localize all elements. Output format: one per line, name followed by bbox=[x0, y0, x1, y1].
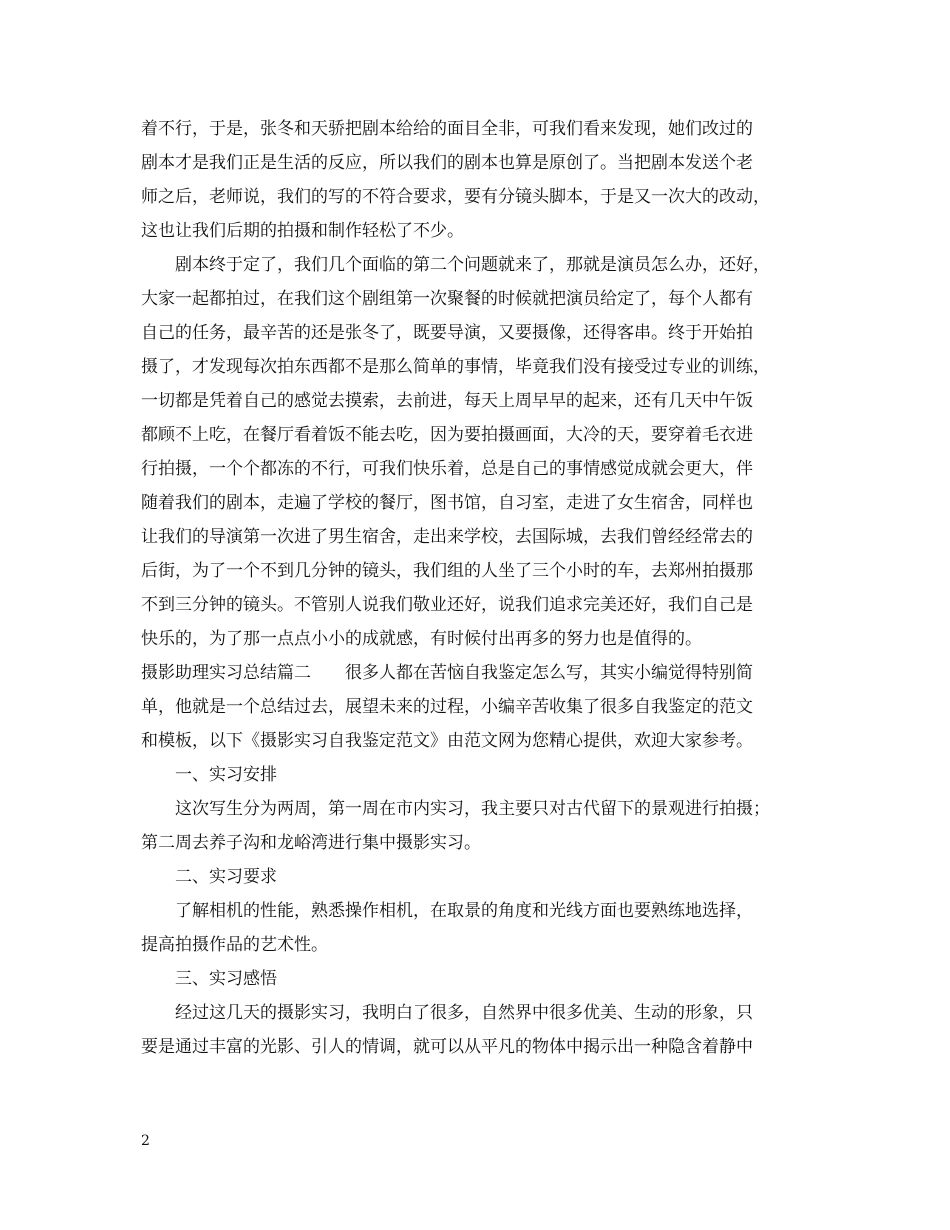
text-line-7: 自己的任务，最辛苦的还是张冬了，既要导演，又要摄像，还得客串。终于开始拍 bbox=[141, 323, 753, 343]
text-line-5: 剧本终于定了，我们几个面临的第二个问题就来了，那就是演员怎么办，还好， bbox=[175, 255, 770, 275]
document-body bbox=[141, 112, 813, 1064]
heading-practice-arrangement: 一、实习安排 bbox=[175, 765, 277, 785]
heading-practice-reflections: 三、实习感悟 bbox=[175, 969, 277, 989]
text-line-27: 经过这几天的摄影实习，我明白了很多，自然界中很多优美、生动的形象，只 bbox=[175, 1003, 753, 1023]
text-line-14: 后街，为了一个不到几分钟的镜头，我们组的人坐了三个小时的车，去郑州拍摄那 bbox=[141, 561, 753, 581]
text-line-16: 快乐的，为了那一点点小小的成就感，有时候付出再多的努力也是值得的。 bbox=[141, 629, 702, 649]
text-line-10: 都顾不上吃，在餐厅看着饭不能去吃，因为要拍摄画面，大冷的天，要穿着毛衣进 bbox=[141, 425, 753, 445]
text-line-12: 随着我们的剧本，走遍了学校的餐厅，图书馆，自习室，走进了女生宿舍，同样也 bbox=[141, 493, 753, 513]
text-line-15: 不到三分钟的镜头。不管别人说我们敬业还好，说我们追求完美还好，我们自己是 bbox=[141, 595, 753, 615]
text-line-19: 和模板，以下《摄影实习自我鉴定范文》由范文网为您精心提供，欢迎大家参考。 bbox=[141, 731, 753, 751]
text-line-6: 大家一起都拍过，在我们这个剧组第一次聚餐的时候就把演员给定了，每个人都有 bbox=[141, 289, 753, 309]
text-line-21: 这次写生分为两周，第一周在市内实习，我主要只对古代留下的景观进行拍摄； bbox=[175, 799, 770, 819]
text-line-24: 了解相机的性能，熟悉操作相机，在取景的角度和光线方面也要熟练地选择， bbox=[175, 901, 753, 921]
section-title-line: 摄影助理实习总结篇二 很多人都在苦恼自我鉴定怎么写，其实小编觉得特别简 bbox=[141, 663, 753, 683]
text-line-4: 这也让我们后期的拍摄和制作轻松了不少。 bbox=[141, 221, 464, 241]
text-line-11: 行拍摄，一个个都冻的不行，可我们快乐着，总是自己的事情感觉成就会更大，伴 bbox=[141, 459, 753, 479]
text-line-3: 师之后，老师说，我们的写的不符合要求，要有分镜头脚本，于是又一次大的改动， bbox=[141, 187, 770, 207]
text-line-22: 第二周去养子沟和龙峪湾进行集中摄影实习。 bbox=[141, 833, 481, 853]
text-line-18: 单，他就是一个总结过去，展望未来的过程，小编辛苦收集了很多自我鉴定的范文 bbox=[141, 697, 753, 717]
text-line-1: 着不行，于是，张冬和天骄把剧本给给的面目全非，可我们看来发现，她们改过的 bbox=[141, 119, 753, 139]
text-line-25: 提高拍摄作品的艺术性。 bbox=[141, 935, 328, 955]
page-number: 2 bbox=[141, 1133, 150, 1149]
text-line-9: 一切都是凭着自己的感觉去摸索，去前进，每天上周早早的起来，还有几天中午饭 bbox=[141, 391, 753, 411]
text-line-2: 剧本才是我们正是生活的反应，所以我们的剧本也算是原创了。当把剧本发送个老 bbox=[141, 153, 753, 173]
text-line-28: 要是通过丰富的光影、引人的情调，就可以从平凡的物体中揭示出一种隐含着静中 bbox=[141, 1037, 753, 1057]
text-line-8: 摄了，才发现每次拍东西都不是那么简单的事情，毕竟我们没有接受过专业的训练， bbox=[141, 357, 770, 377]
text-line-13: 让我们的导演第一次进了男生宿舍，走出来学校，去国际城，去我们曾经经常去的 bbox=[141, 527, 753, 547]
heading-practice-requirements: 二、实习要求 bbox=[175, 867, 277, 887]
